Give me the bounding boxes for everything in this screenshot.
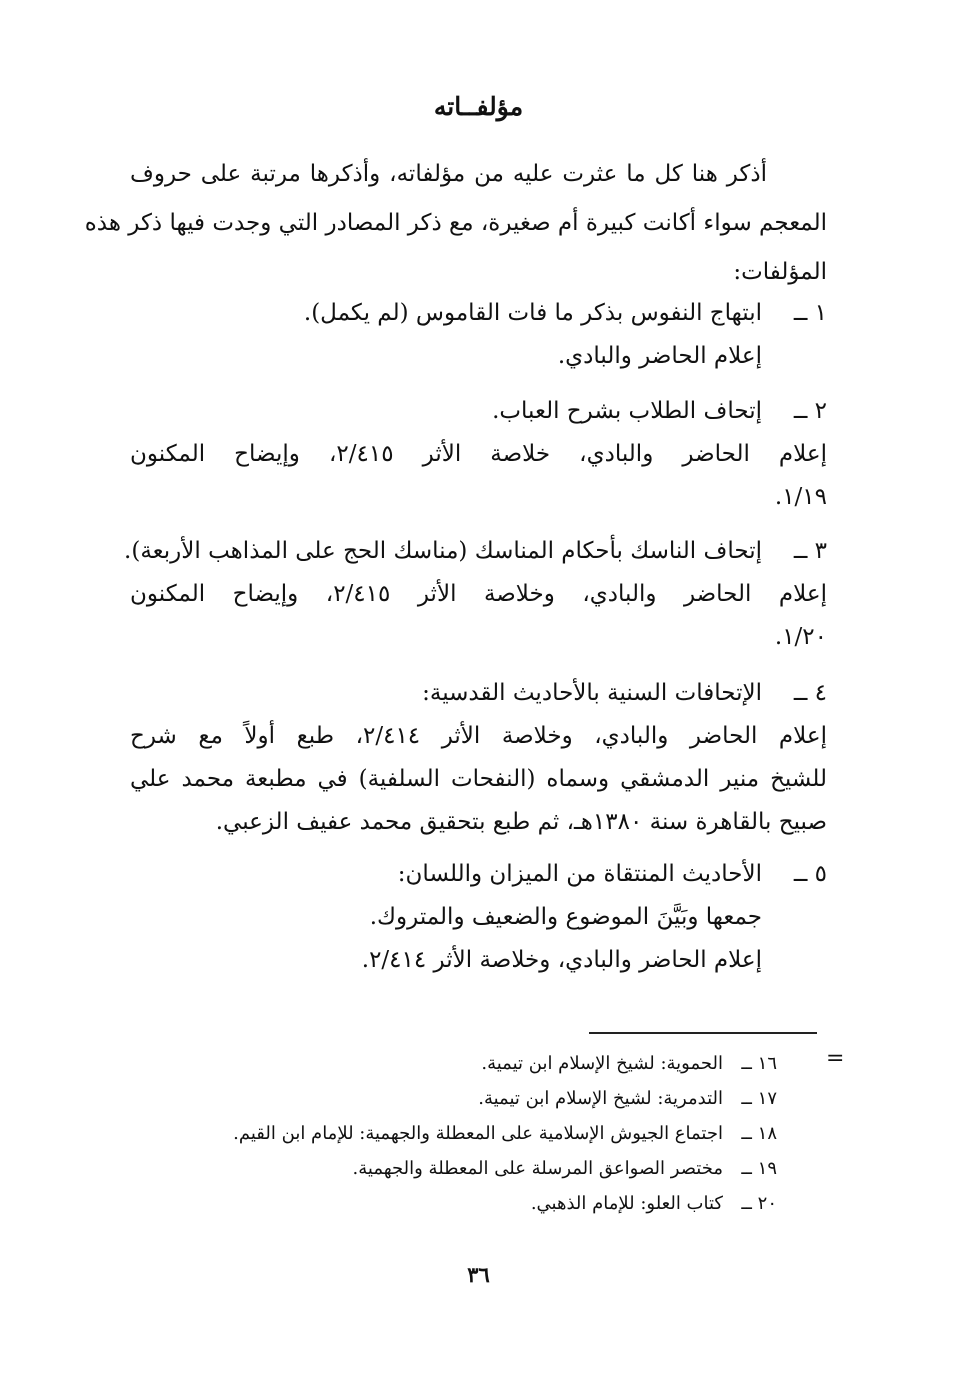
footnote-number: ١٦ ــ: [741, 1053, 777, 1074]
footnote-text: التدمرية: لشيخ الإسلام ابن تيمية.: [478, 1088, 723, 1109]
footnotes: [177, 1046, 777, 1221]
page-number: ٣٦: [467, 1262, 490, 1287]
footnote-separator: [589, 1032, 817, 1034]
footnote-item: [177, 1116, 777, 1151]
book-entry-1: [130, 292, 827, 378]
book-entry-2: [130, 390, 827, 519]
entry-number: ٥ ــ: [793, 861, 827, 887]
entry-source: إعلام الحاضر والبادي، وخلاصة الأثر ٢/٤١٤، طبع أولاً مع شرح: [130, 723, 827, 749]
footnote-text: الحموية: لشيخ الإسلام ابن تيمية.: [481, 1053, 723, 1074]
entry-source: إعلام الحاضر والبادي، خلاصة الأثر ٢/٤١٥، وإيضاح المكنون: [130, 441, 827, 467]
footnote-text: كتاب العلو: للإمام الذهبي.: [530, 1193, 723, 1214]
footnote-text: اجتماع الجيوش الإسلامية على المعطلة والجهمية: للإمام ابن القيم.: [233, 1123, 723, 1144]
footnote-item: [177, 1151, 777, 1186]
entry-note: للشيخ منير الدمشقي وسماه (النفحات السلفية) في مطبعة محمد علي: [130, 766, 827, 792]
footnote-continuation-mark: =: [826, 1046, 845, 1071]
entry-source: إعلام الحاضر والبادي، وخلاصة الأثر ٢/٤١٤.: [361, 947, 762, 973]
entry-number: ٤ ــ: [793, 680, 827, 706]
footnote-text: مختصر الصواعق المرسلة على المعطلة والجهمية.: [352, 1158, 723, 1179]
footnote-number: ١٩ ــ: [741, 1158, 777, 1179]
book-entry-5: [130, 853, 827, 982]
footnote-number: ١٨ ــ: [741, 1123, 777, 1144]
footnote-item: [177, 1186, 777, 1221]
entry-source-continued: ١/١٩.: [774, 484, 827, 510]
entry-number: ١ ــ: [793, 300, 827, 326]
entry-source: إعلام الحاضر والبادي، وخلاصة الأثر ٢/٤١٥، وإيضاح المكنون: [130, 581, 827, 607]
footnote-number: ١٧ ــ: [741, 1088, 777, 1109]
entry-title: ابتهاج النفوس بذكر ما فات القاموس (لم يكمل).: [303, 300, 762, 326]
entry-title: إتحاف الطلاب بشرح العباب.: [492, 398, 762, 424]
entry-source: إعلام الحاضر والبادي.: [557, 343, 762, 369]
footnote-item: [177, 1046, 777, 1081]
page-title: مؤلفــاته: [433, 92, 524, 121]
footnote-number: ٢٠ ــ: [741, 1193, 777, 1214]
intro-line: المؤلفات:: [733, 259, 827, 285]
book-entry-4: [130, 672, 827, 844]
entry-number: ٢ ــ: [793, 398, 827, 424]
entry-source-continued: ١/٢٠.: [774, 624, 827, 650]
entry-title: الأحاديث المنتقاة من الميزان واللسان:: [397, 861, 762, 887]
book-entry-3: [124, 530, 827, 659]
entry-note: جمعها وبَيَّنَ الموضوع والضعيف والمتروك.: [369, 904, 762, 930]
entry-number: ٣ ــ: [793, 538, 827, 564]
entry-title: إتحاف الناسك بأحكام المناسك (مناسك الحج على المذاهب الأربعة).: [124, 538, 762, 564]
intro-line: أذكر هنا كل ما عثرت عليه من مؤلفاته، وأذكرها مرتبة على حروف: [130, 161, 767, 187]
footnote-item: [177, 1081, 777, 1116]
entry-title: الإتحافات السنية بالأحاديث القدسية:: [422, 680, 762, 706]
intro-paragraph: [84, 150, 827, 297]
intro-line: المعجم سواء أكانت كبيرة أم صغيرة، مع ذكر المصادر التي وجدت فيها ذكر هذه: [84, 210, 827, 236]
entry-note-continued: صبيح بالقاهرة سنة ١٣٨٠هـ، ثم طبع بتحقيق محمد عفيف الزعبي.: [215, 809, 827, 835]
